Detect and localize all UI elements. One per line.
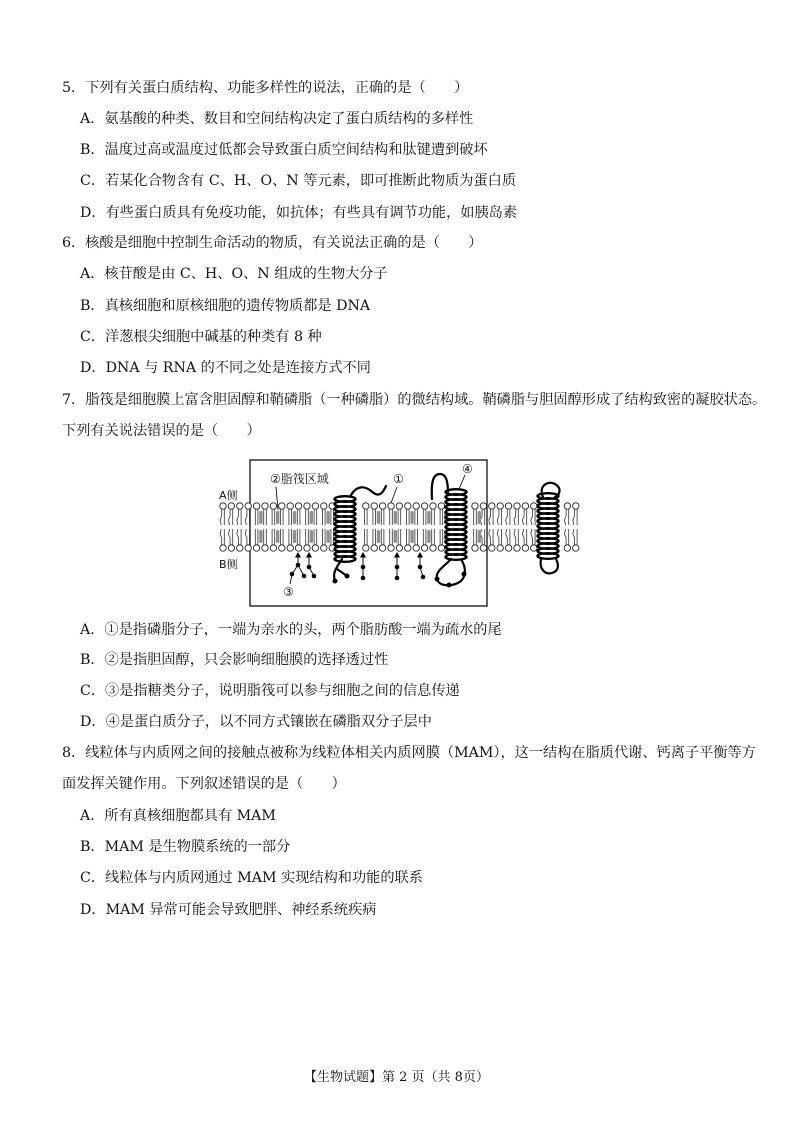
phospholipid-head — [312, 503, 318, 509]
cholesterol — [478, 530, 481, 543]
question-7-option-c: C．③是指糖类分子，说明脂筏可以参与细胞之间的信息传递 — [80, 683, 460, 699]
phospholipid-head — [522, 545, 528, 551]
phospholipid-head — [388, 545, 394, 551]
side-b-label: B侧 — [219, 558, 238, 571]
phospholipid-head — [413, 503, 419, 509]
phospholipid-head — [295, 503, 301, 509]
phospholipid-heads — [220, 503, 579, 551]
protein-4-intracellular-loop — [437, 559, 465, 585]
fatty-acid-tails — [331, 509, 334, 545]
question-5-option-c: C．若某化合物含有 C、H、O、N 等元素，即可推断此物质为蛋白质 — [80, 173, 517, 189]
phospholipid-head — [514, 545, 520, 551]
question-7-option-a: A．①是指磷脂分子，一端为亲水的头，两个脂肪酸一端为疏水的尾 — [80, 622, 502, 638]
protein-1-extracellular-tail — [351, 486, 386, 495]
phospholipid-head — [472, 545, 478, 551]
chain-bead — [462, 572, 467, 577]
fatty-acid-tails — [255, 509, 258, 545]
phospholipid-head — [312, 545, 318, 551]
fatty-acid-tails — [323, 509, 326, 545]
phospholipid-head — [371, 545, 377, 551]
phospholipid-head — [304, 503, 310, 509]
fatty-acid-tails — [297, 509, 300, 545]
fatty-acid-tails — [398, 509, 401, 545]
phospholipid-head — [396, 545, 402, 551]
phospholipid-head — [430, 545, 436, 551]
phospholipid-head — [287, 545, 293, 551]
side-a-label: A侧 — [219, 489, 238, 502]
chain-bead — [435, 577, 440, 582]
phospholipid-head — [245, 503, 251, 509]
phospholipid-head — [363, 503, 369, 509]
phospholipid-head — [564, 503, 570, 509]
fatty-acid-tails — [237, 509, 241, 545]
phospholipid-head — [237, 503, 243, 509]
question-7-option-b: B．②是指胆固醇，只会影响细胞膜的选择透过性 — [80, 652, 389, 668]
cholesterol — [293, 530, 296, 543]
fatty-acid-tails — [314, 509, 317, 545]
phospholipid-head — [430, 503, 436, 509]
glycan-sugar-bead — [418, 565, 423, 570]
phospholipid-head — [405, 545, 411, 551]
marker-4-label: ④ — [462, 462, 473, 476]
phospholipid-head — [262, 545, 268, 551]
phospholipid-head — [489, 503, 495, 509]
fatty-acid-tails — [480, 509, 484, 545]
cholesterol — [427, 530, 430, 543]
glycan-sugar-triangle — [417, 552, 423, 558]
phospholipid-head — [379, 545, 385, 551]
fatty-acid-tails — [281, 509, 284, 545]
fatty-acid-tails — [432, 509, 435, 545]
cholesterol — [377, 530, 380, 543]
fatty-acid-tails — [522, 509, 526, 545]
phospholipid-head — [514, 503, 520, 509]
phospholipid-head — [287, 503, 293, 509]
phospholipid-head — [279, 545, 285, 551]
question-8-stem-line-1: 8．线粒体与内质网之间的接触点被称为线粒体相关内质网膜（MAM），这一结构在脂质代谢、钙离子平衡等方 — [62, 745, 756, 761]
glycan-sugar-triangle — [360, 552, 366, 558]
cholesterol — [326, 511, 329, 524]
question-8-option-a: A．所有真核细胞都具有 MAM — [80, 808, 276, 824]
cholesterol — [394, 530, 397, 543]
raft-region-label: ②脂筏区域 — [270, 472, 329, 486]
phospholipid-head — [480, 503, 486, 509]
question-6-option-a: A．核苷酸是由 C、H、O、N 组成的生物大分子 — [80, 266, 388, 282]
phospholipid-head — [295, 545, 301, 551]
question-5-option-d: D．有些蛋白质具有免疫功能，如抗体；有些具有调节功能，如胰岛素 — [80, 205, 518, 221]
leader-line-1 — [391, 487, 397, 503]
fatty-acid-tail-layer — [220, 509, 577, 545]
phospholipid-head — [405, 503, 411, 509]
cholesterol — [259, 511, 262, 524]
phospholipid-head — [396, 503, 402, 509]
phospholipid-head — [388, 503, 394, 509]
glycan-sugar-bead — [302, 574, 307, 579]
phospholipid-head — [220, 503, 226, 509]
fatty-acid-tails — [531, 509, 535, 545]
fatty-acid-tails — [390, 509, 393, 545]
chain-bead — [447, 583, 452, 588]
cholesterol — [427, 511, 430, 524]
phospholipid-head — [228, 503, 234, 509]
fatty-acid-tails — [289, 509, 292, 545]
cholesterol — [394, 511, 397, 524]
glycan-sugar-bead — [307, 565, 312, 570]
fatty-acid-tails — [440, 509, 443, 545]
phospholipid-head — [531, 545, 537, 551]
fatty-acid-tails — [573, 509, 577, 545]
fatty-acid-tails — [264, 509, 267, 545]
marker-1-label: ① — [393, 472, 404, 486]
cholesterol — [259, 530, 262, 543]
fatty-acid-tails — [365, 509, 368, 545]
phospholipid-head — [253, 545, 259, 551]
protein-outer-extracellular-loop — [542, 483, 560, 497]
phospholipid-head — [363, 545, 369, 551]
leader-line-4 — [459, 475, 465, 489]
cholesterol — [293, 511, 296, 524]
phospholipid-head — [237, 545, 243, 551]
phospholipid-head — [253, 503, 259, 509]
glycan-sugar-bead — [296, 563, 301, 568]
phospholipid-head — [270, 503, 276, 509]
fatty-acid-tails — [423, 509, 426, 545]
fatty-acid-tails — [489, 509, 493, 545]
phospholipid-head — [497, 545, 503, 551]
phospholipid-head — [505, 545, 511, 551]
question-7-option-d: D．④是蛋白质分子，以不同方式镶嵌在磷脂双分子层中 — [80, 714, 432, 730]
phospholipid-head — [438, 503, 444, 509]
fatty-acid-tails — [373, 509, 376, 545]
fatty-acid-tails — [407, 509, 410, 545]
cholesterol — [326, 530, 329, 543]
phospholipid-head — [531, 503, 537, 509]
phospholipid-head — [379, 503, 385, 509]
phospholipid-head — [321, 503, 327, 509]
phospholipid-head — [413, 545, 419, 551]
glycan-sugar-bead — [312, 574, 317, 579]
question-8-option-b: B．MAM 是生物膜系统的一部分 — [80, 839, 291, 855]
phospholipid-head — [421, 503, 427, 509]
question-5-option-b: B．温度过高或温度过低都会导致蛋白质空间结构和肽键遭到破坏 — [80, 142, 488, 158]
phospholipid-head — [304, 545, 310, 551]
glycan-sugar-triangle — [306, 552, 312, 558]
phospholipid-head — [489, 545, 495, 551]
fatty-acid-tails — [306, 509, 309, 545]
chain-bead — [333, 579, 338, 584]
phospholipid-head — [228, 545, 234, 551]
question-8-option-d: D．MAM 异常可能会导致肥胖、神经系统疾病 — [80, 902, 377, 918]
fatty-acid-tails — [381, 509, 384, 545]
page-footer: 【生物试题】第 2 页（共 8页） — [304, 1070, 489, 1085]
fatty-acid-tails — [514, 509, 518, 545]
question-6-option-d: D．DNA 与 RNA 的不同之处是连接方式不同 — [80, 360, 371, 376]
phospholipid-head — [262, 503, 268, 509]
question-6-stem: 6．核酸是细胞中控制生命活动的物质，有关说法正确的是（ ） — [62, 235, 483, 251]
protein-outer-intracellular-loop — [541, 559, 558, 573]
fatty-acid-tails — [474, 509, 477, 545]
glycan-sugar-bead — [361, 576, 366, 581]
cholesterol — [276, 530, 279, 543]
fatty-acid-tails — [272, 509, 275, 545]
question-6-option-b: B．真核细胞和原核细胞的遗传物质都是 DNA — [80, 298, 371, 314]
cholesterol — [478, 511, 481, 524]
question-5-stem: 5．下列有关蛋白质结构、功能多样性的说法，正确的是（ ） — [62, 80, 469, 96]
glycan-sugar-triangle — [295, 552, 301, 558]
protein-helix-turn — [335, 556, 356, 562]
glycan-sugar-bead — [395, 565, 400, 570]
glycan-sugar-bead — [395, 576, 400, 581]
fatty-acid-tails — [220, 509, 224, 545]
cholesterol — [310, 530, 313, 543]
glycan-sugar-bead — [421, 575, 426, 580]
cholesterol — [377, 511, 380, 524]
glycan-chains — [290, 552, 426, 580]
phospholipid-head — [245, 545, 251, 551]
protein-helix-turn — [446, 554, 467, 560]
phospholipid-head — [220, 545, 226, 551]
phospholipid-head — [522, 503, 528, 509]
fatty-acid-tails — [506, 509, 510, 545]
phospholipid-head — [505, 503, 511, 509]
fatty-acid-tails — [228, 509, 232, 545]
cholesterol — [276, 511, 279, 524]
question-7-stem-line-1: 7．脂筏是细胞膜上富含胆固醇和鞘磷脂（一种磷脂）的微结构域。鞘磷脂与胆固醇形成了结构致密的凝胶状态。 — [62, 392, 767, 408]
phospholipid-head — [371, 503, 377, 509]
lipid-raft-membrane-diagram — [215, 455, 585, 611]
phospholipid-head — [321, 545, 327, 551]
phospholipid-head — [270, 545, 276, 551]
question-6-option-c: C．洋葱根尖细胞中碱基的种类有 8 种 — [80, 329, 322, 345]
glycan-sugar-bead — [361, 565, 366, 570]
marker-3-label: ③ — [283, 585, 294, 599]
cholesterol — [410, 511, 413, 524]
leader-line-3 — [290, 575, 292, 584]
phospholipid-head — [421, 545, 427, 551]
chain-bead — [345, 574, 350, 579]
glycan-sugar-triangle — [394, 552, 400, 558]
phospholipid-head — [480, 545, 486, 551]
question-5-option-a: A．氨基酸的种类、数目和空间结构决定了蛋白质结构的多样性 — [80, 111, 474, 127]
fatty-acid-tails — [564, 509, 568, 545]
fatty-acid-tails — [245, 509, 249, 545]
question-8-stem-line-2: 面发挥关键作用。下列叙述错误的是（ ） — [62, 776, 346, 792]
fatty-acid-tails — [497, 509, 501, 545]
phospholipid-head — [564, 545, 570, 551]
phospholipid-head — [573, 545, 579, 551]
fatty-acid-tails — [415, 509, 418, 545]
cholesterol — [410, 530, 413, 543]
phospholipid-head — [279, 503, 285, 509]
phospholipid-head — [497, 503, 503, 509]
question-7-stem-line-2: 下列有关说法错误的是（ ） — [62, 423, 261, 439]
phospholipid-head — [573, 503, 579, 509]
phospholipid-head — [472, 503, 478, 509]
question-8-option-c: C．线粒体与内质网通过 MAM 实现结构和功能的联系 — [80, 870, 423, 886]
phospholipid-head — [438, 545, 444, 551]
cholesterol — [310, 511, 313, 524]
